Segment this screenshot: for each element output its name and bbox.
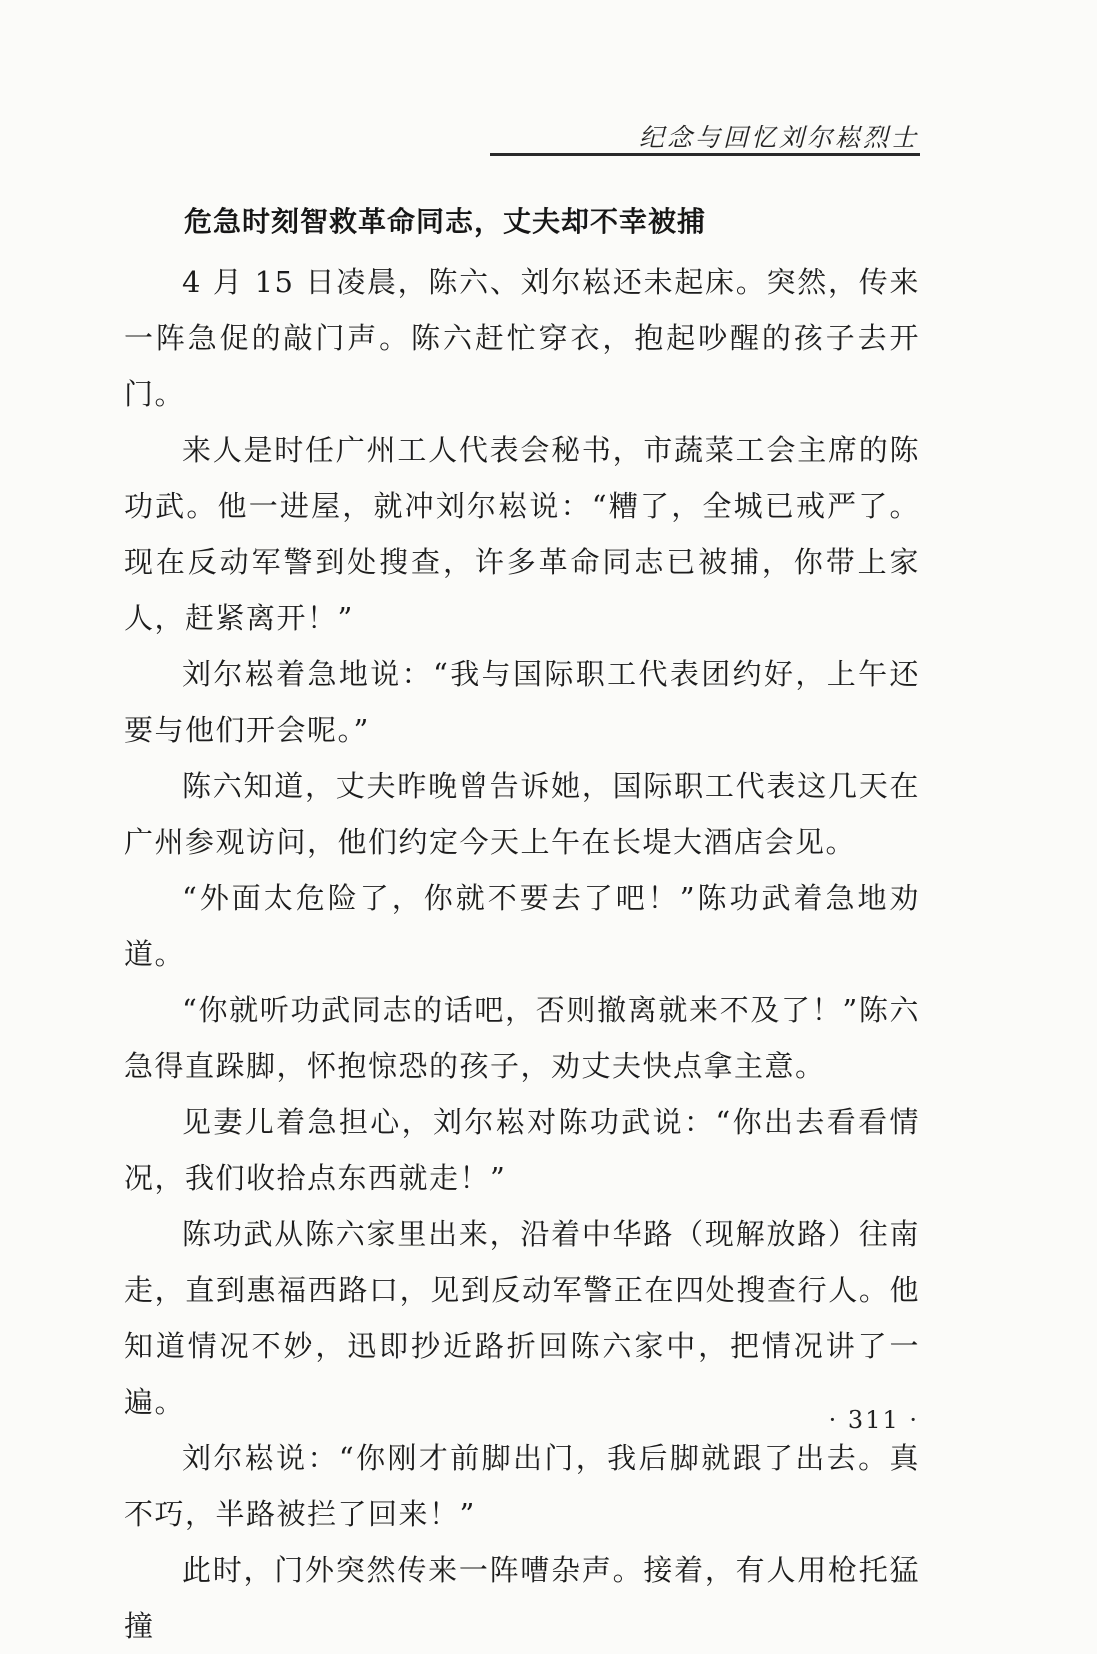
paragraph: “你就听功武同志的话吧，否则撤离就来不及了！”陈六急得直跺脚，怀抱惊恐的孩子，劝丈夫快点拿主意。 [124, 993, 920, 1083]
paragraph: 此时，门外突然传来一阵嘈杂声。接着，有人用枪托猛撞 [124, 1553, 920, 1643]
page-number: · 311 · [828, 1406, 919, 1434]
running-header: 纪念与回忆刘尔崧烈士 [638, 123, 919, 152]
paragraph: 陈功武从陈六家里出来，沿着中华路（现解放路）往南走，直到惠福西路口，见到反动军警正在四处搜查行人。他知道情况不妙，迅即抄近路折回陈六家中，把情况讲了一遍。 [124, 1217, 920, 1419]
header-rule [490, 153, 920, 156]
paragraph: 来人是时任广州工人代表会秘书，市蔬菜工会主席的陈功武。他一进屋，就冲刘尔崧说：“糟了，全城已戒严了。现在反动军警到处搜查，许多革命同志已被捕，你带上家人，赶紧离开！” [124, 433, 920, 635]
paragraph: 陈六知道，丈夫昨晚曾告诉她，国际职工代表这几天在广州参观访问，他们约定今天上午在长堤大酒店会见。 [124, 769, 920, 859]
paragraph: “外面太危险了，你就不要去了吧！”陈功武着急地劝道。 [124, 881, 920, 971]
paragraph: 刘尔崧说：“你刚才前脚出门，我后脚就跟了出去。真不巧，半路被拦了回来！” [124, 1441, 920, 1531]
paragraph: 见妻儿着急担心，刘尔崧对陈功武说：“你出去看看情况，我们收拾点东西就走！” [124, 1105, 920, 1195]
paragraph: 4 月 15 日凌晨，陈六、刘尔崧还未起床。突然，传来一阵急促的敲门声。陈六赶忙穿衣，抱起吵醒的孩子去开门。 [124, 265, 920, 411]
section-heading: 危急时刻智救革命同志，丈夫却不幸被捕 [184, 205, 707, 238]
paragraph: 刘尔崧着急地说：“我与国际职工代表团约好，上午还要与他们开会呢。” [124, 657, 920, 747]
body-text [124, 254, 920, 1654]
